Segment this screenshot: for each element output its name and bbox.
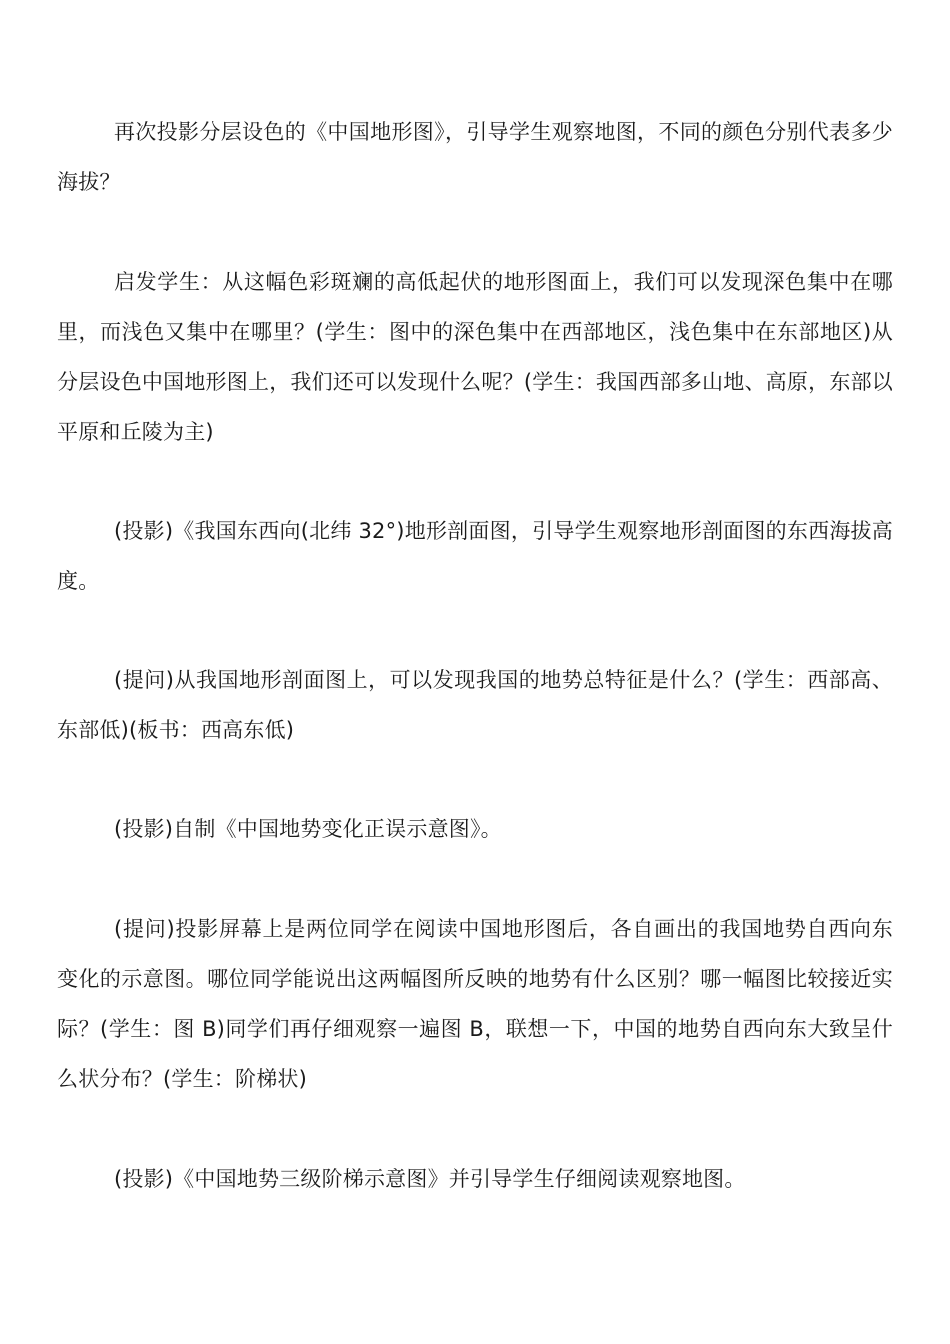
paragraph-6: (提问)投影屏幕上是两位同学在阅读中国地形图后，各自画出的我国地势自西向东变化的示意图。哪位同学能说出这两幅图所反映的地势有什么区别？哪一幅图比较接近实际？(学生：图 B)同学们再仔细观察一遍图 B，联想一下，中国的地势自西向东大致呈什么状分布？(学生：阶梯状) [57,917,893,1091]
paragraph-3: (投影)《我国东西向(北纬 32°)地形剖面图，引导学生观察地形剖面图的东西海拔高度。 [57,519,893,593]
paragraph-5: (投影)自制《中国地势变化正误示意图》。 [114,817,502,841]
paragraph-1: 再次投影分层设色的《中国地形图》，引导学生观察地图，不同的颜色分别代表多少海拔？ [57,120,893,194]
paragraph-7: (投影)《中国地势三级阶梯示意图》并引导学生仔细阅读观察地图。 [114,1167,746,1191]
paragraph-2: 启发学生：从这幅色彩斑斓的高低起伏的地形图面上，我们可以发现深色集中在哪里，而浅色又集中在哪里？(学生：图中的深色集中在西部地区，浅色集中在东部地区)从分层设色中国地形图上，我们还可以发现什么呢？(学生：我国西部多山地、高原，东部以平原和丘陵为主) [57,270,893,444]
paragraph-4: (提问)从我国地形剖面图上，可以发现我国的地势总特征是什么？(学生：西部高、东部低)(板书：西高东低) [57,668,893,742]
